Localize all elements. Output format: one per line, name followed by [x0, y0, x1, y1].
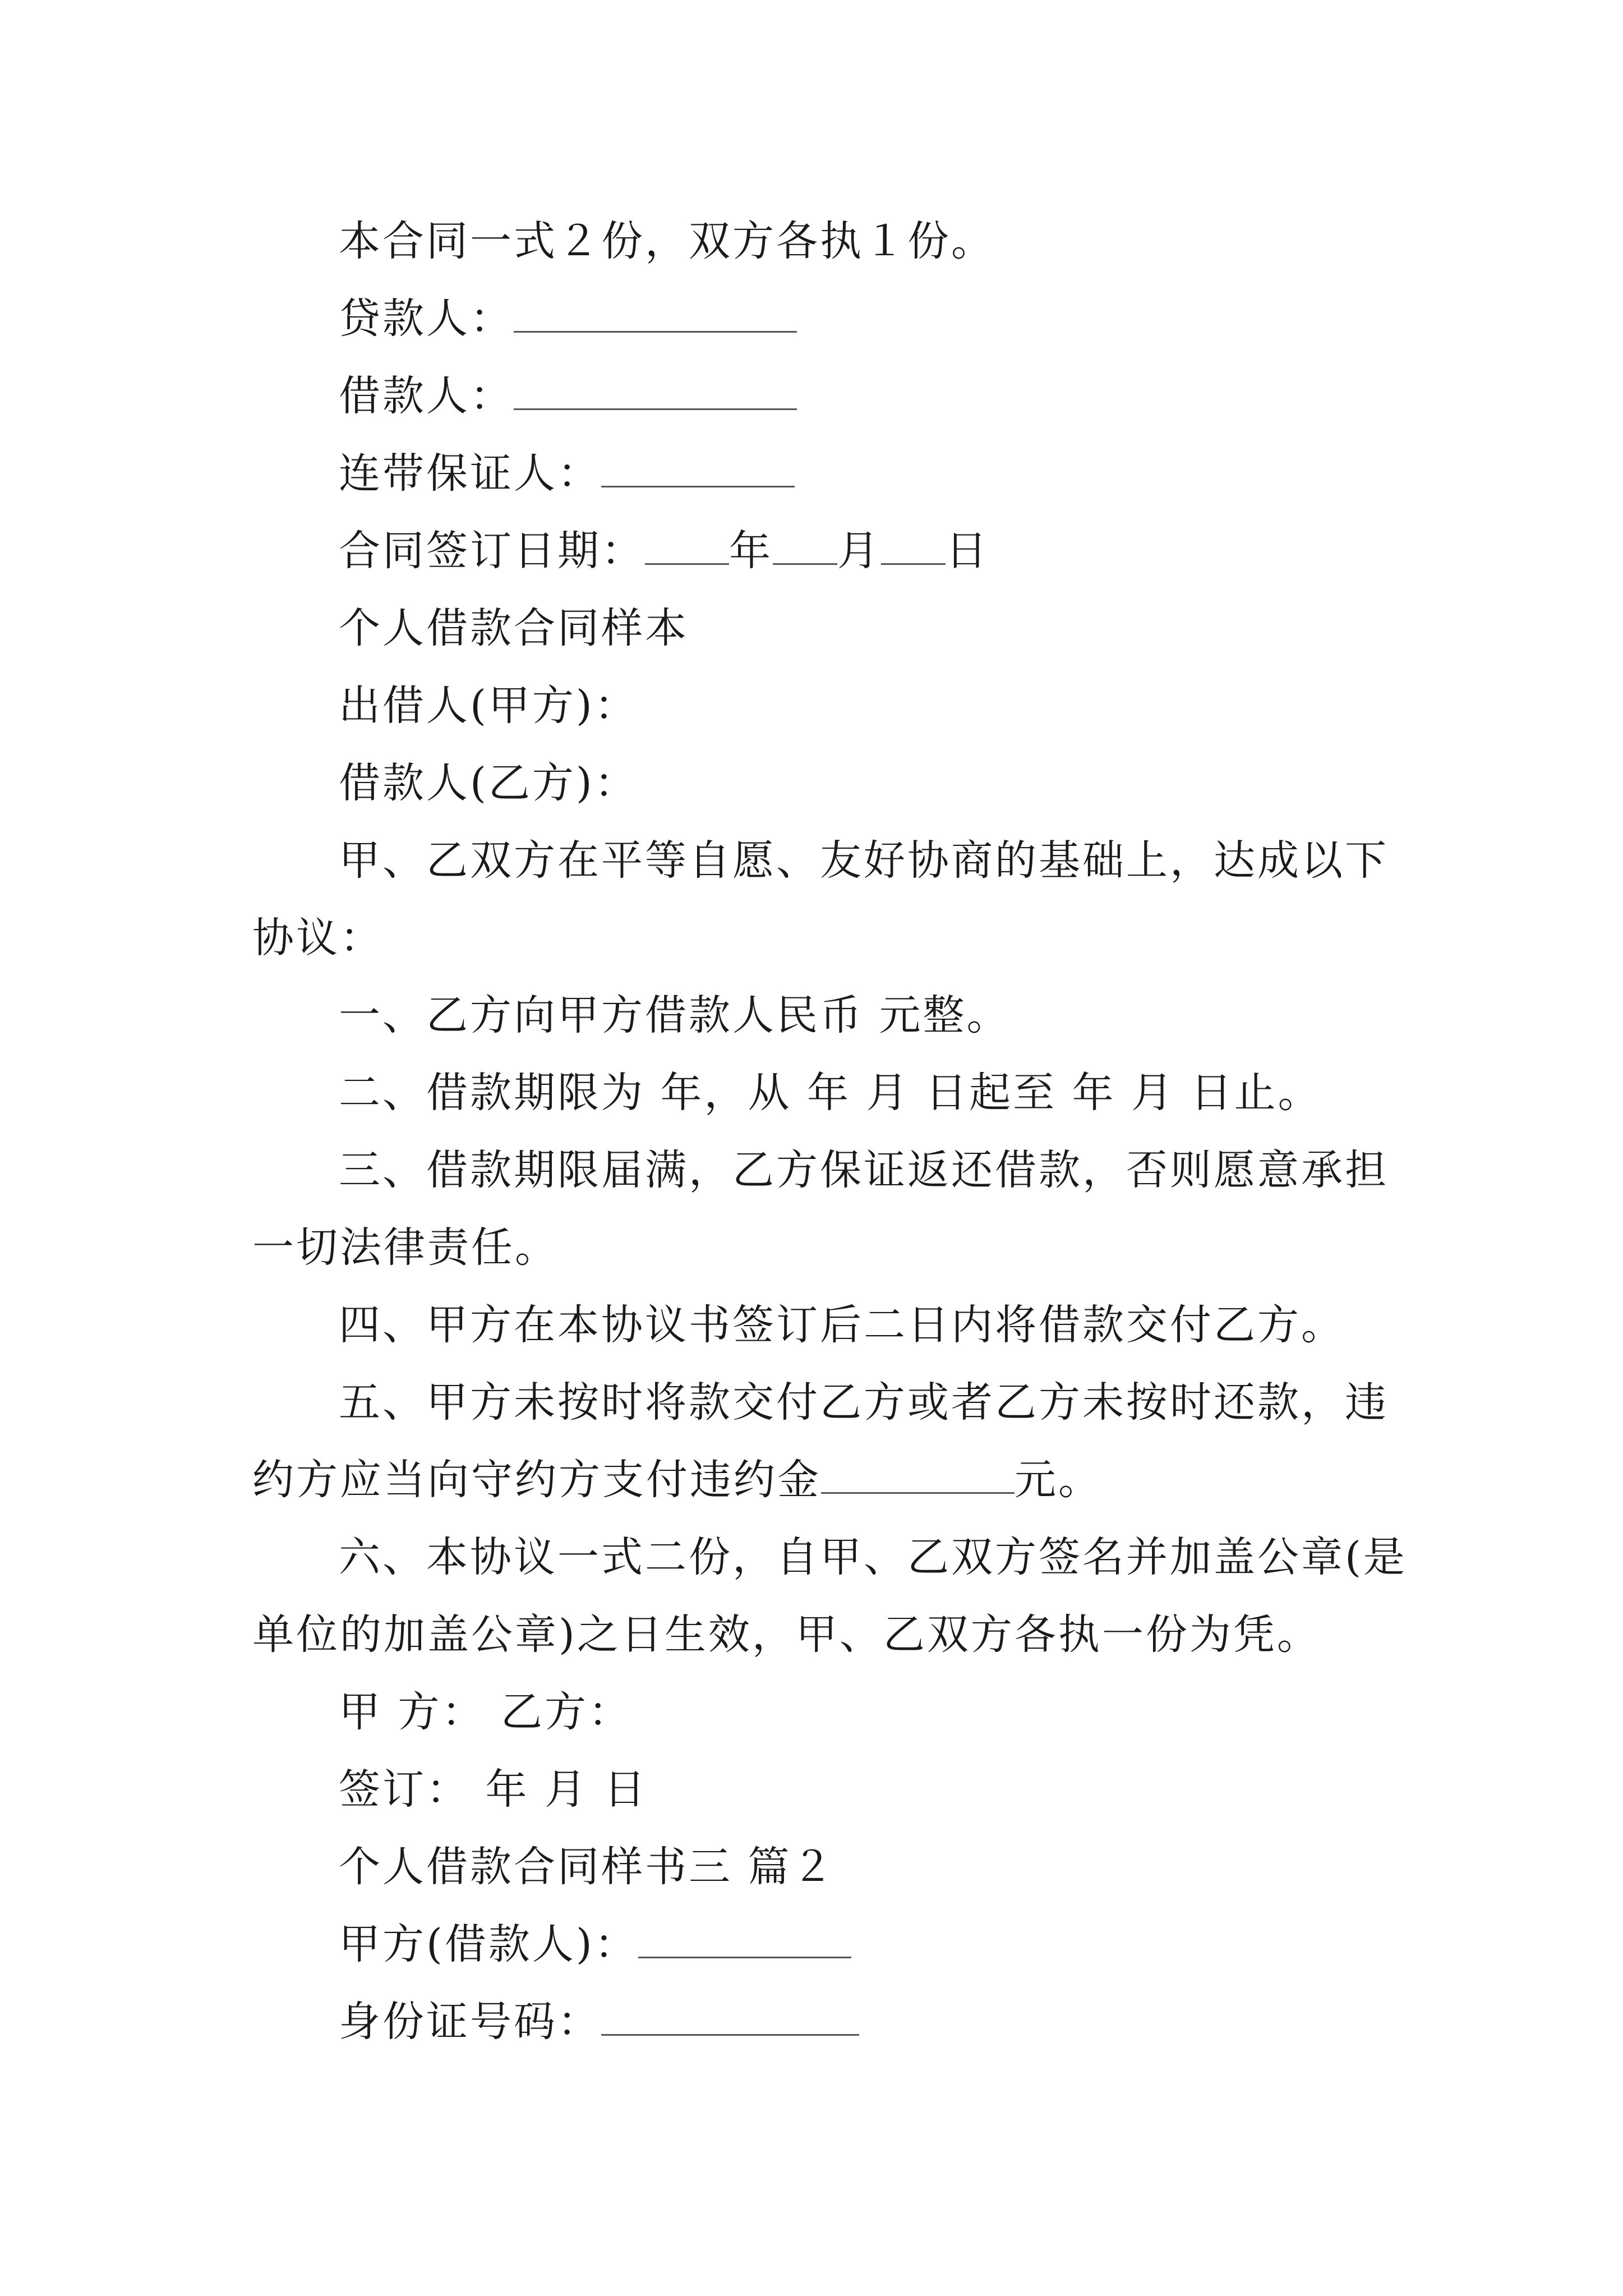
party-b-label: 借款人(乙方)： [339, 759, 638, 807]
preamble-line-2: 协议： [252, 914, 384, 962]
signature-date: 签订： 年 月 日 [339, 1765, 648, 1814]
signing-date-field: 合同签订日期： 年 月 日 [339, 527, 989, 575]
party-a-borrower-field: 甲方(借款人)： [339, 1916, 1488, 1972]
lender-field: 贷款人： [339, 291, 1488, 347]
clause-5-line-2: 约方应当向守约方支付违约金 元。 [252, 1456, 1102, 1504]
guarantor-blank [601, 453, 795, 487]
clause-3-line-1: 三、借款期限届满，乙方保证返还借款，否则愿意承担 [339, 1146, 1389, 1194]
borrower-blank [514, 376, 797, 410]
party-a-label: 出借人(甲方)： [339, 682, 638, 730]
section-title-2: 个人借款合同样书三 篇２ [339, 1843, 836, 1891]
copies-clause: 本合同一式２份，双方各执１份。 [339, 217, 995, 265]
id-number-blank [601, 2001, 859, 2036]
party-a-blank [638, 1924, 851, 1958]
year-blank [645, 531, 729, 565]
clause-4: 四、甲方在本协议书签订后二日内将借款交付乙方。 [339, 1301, 1345, 1349]
lender-blank [514, 298, 797, 333]
clause-5-line-1: 五、甲方未按时将款交付乙方或者乙方未按时还款，违 [339, 1378, 1389, 1427]
id-number-field: 身份证号码： [339, 1994, 1488, 2050]
section-title: 个人借款合同样本 [339, 604, 689, 652]
clause-6-line-1: 六、本协议一式二份，自甲、乙双方签名并加盖公章(是 [339, 1533, 1407, 1581]
signature-parties: 甲 方： 乙方： [339, 1688, 633, 1736]
month-blank [773, 531, 837, 565]
preamble-line-1: 甲、乙双方在平等自愿、友好协商的基础上，达成以下 [339, 836, 1389, 885]
clause-3-line-2: 一切法律责任。 [252, 1223, 559, 1272]
clause-2: 二、借款期限为 年，从 年 月 日起至 年 月 日止。 [339, 1069, 1322, 1117]
clause-6-line-2: 单位的加盖公章)之日生效，甲、乙双方各执一份为凭。 [252, 1611, 1321, 1659]
guarantor-field: 连带保证人： [339, 445, 1488, 501]
penalty-amount-blank [821, 1460, 1015, 1494]
borrower-field: 借款人： [339, 368, 1488, 424]
clause-1: 一、乙方向甲方借款人民币 元整。 [339, 991, 1011, 1039]
day-blank [881, 531, 946, 565]
